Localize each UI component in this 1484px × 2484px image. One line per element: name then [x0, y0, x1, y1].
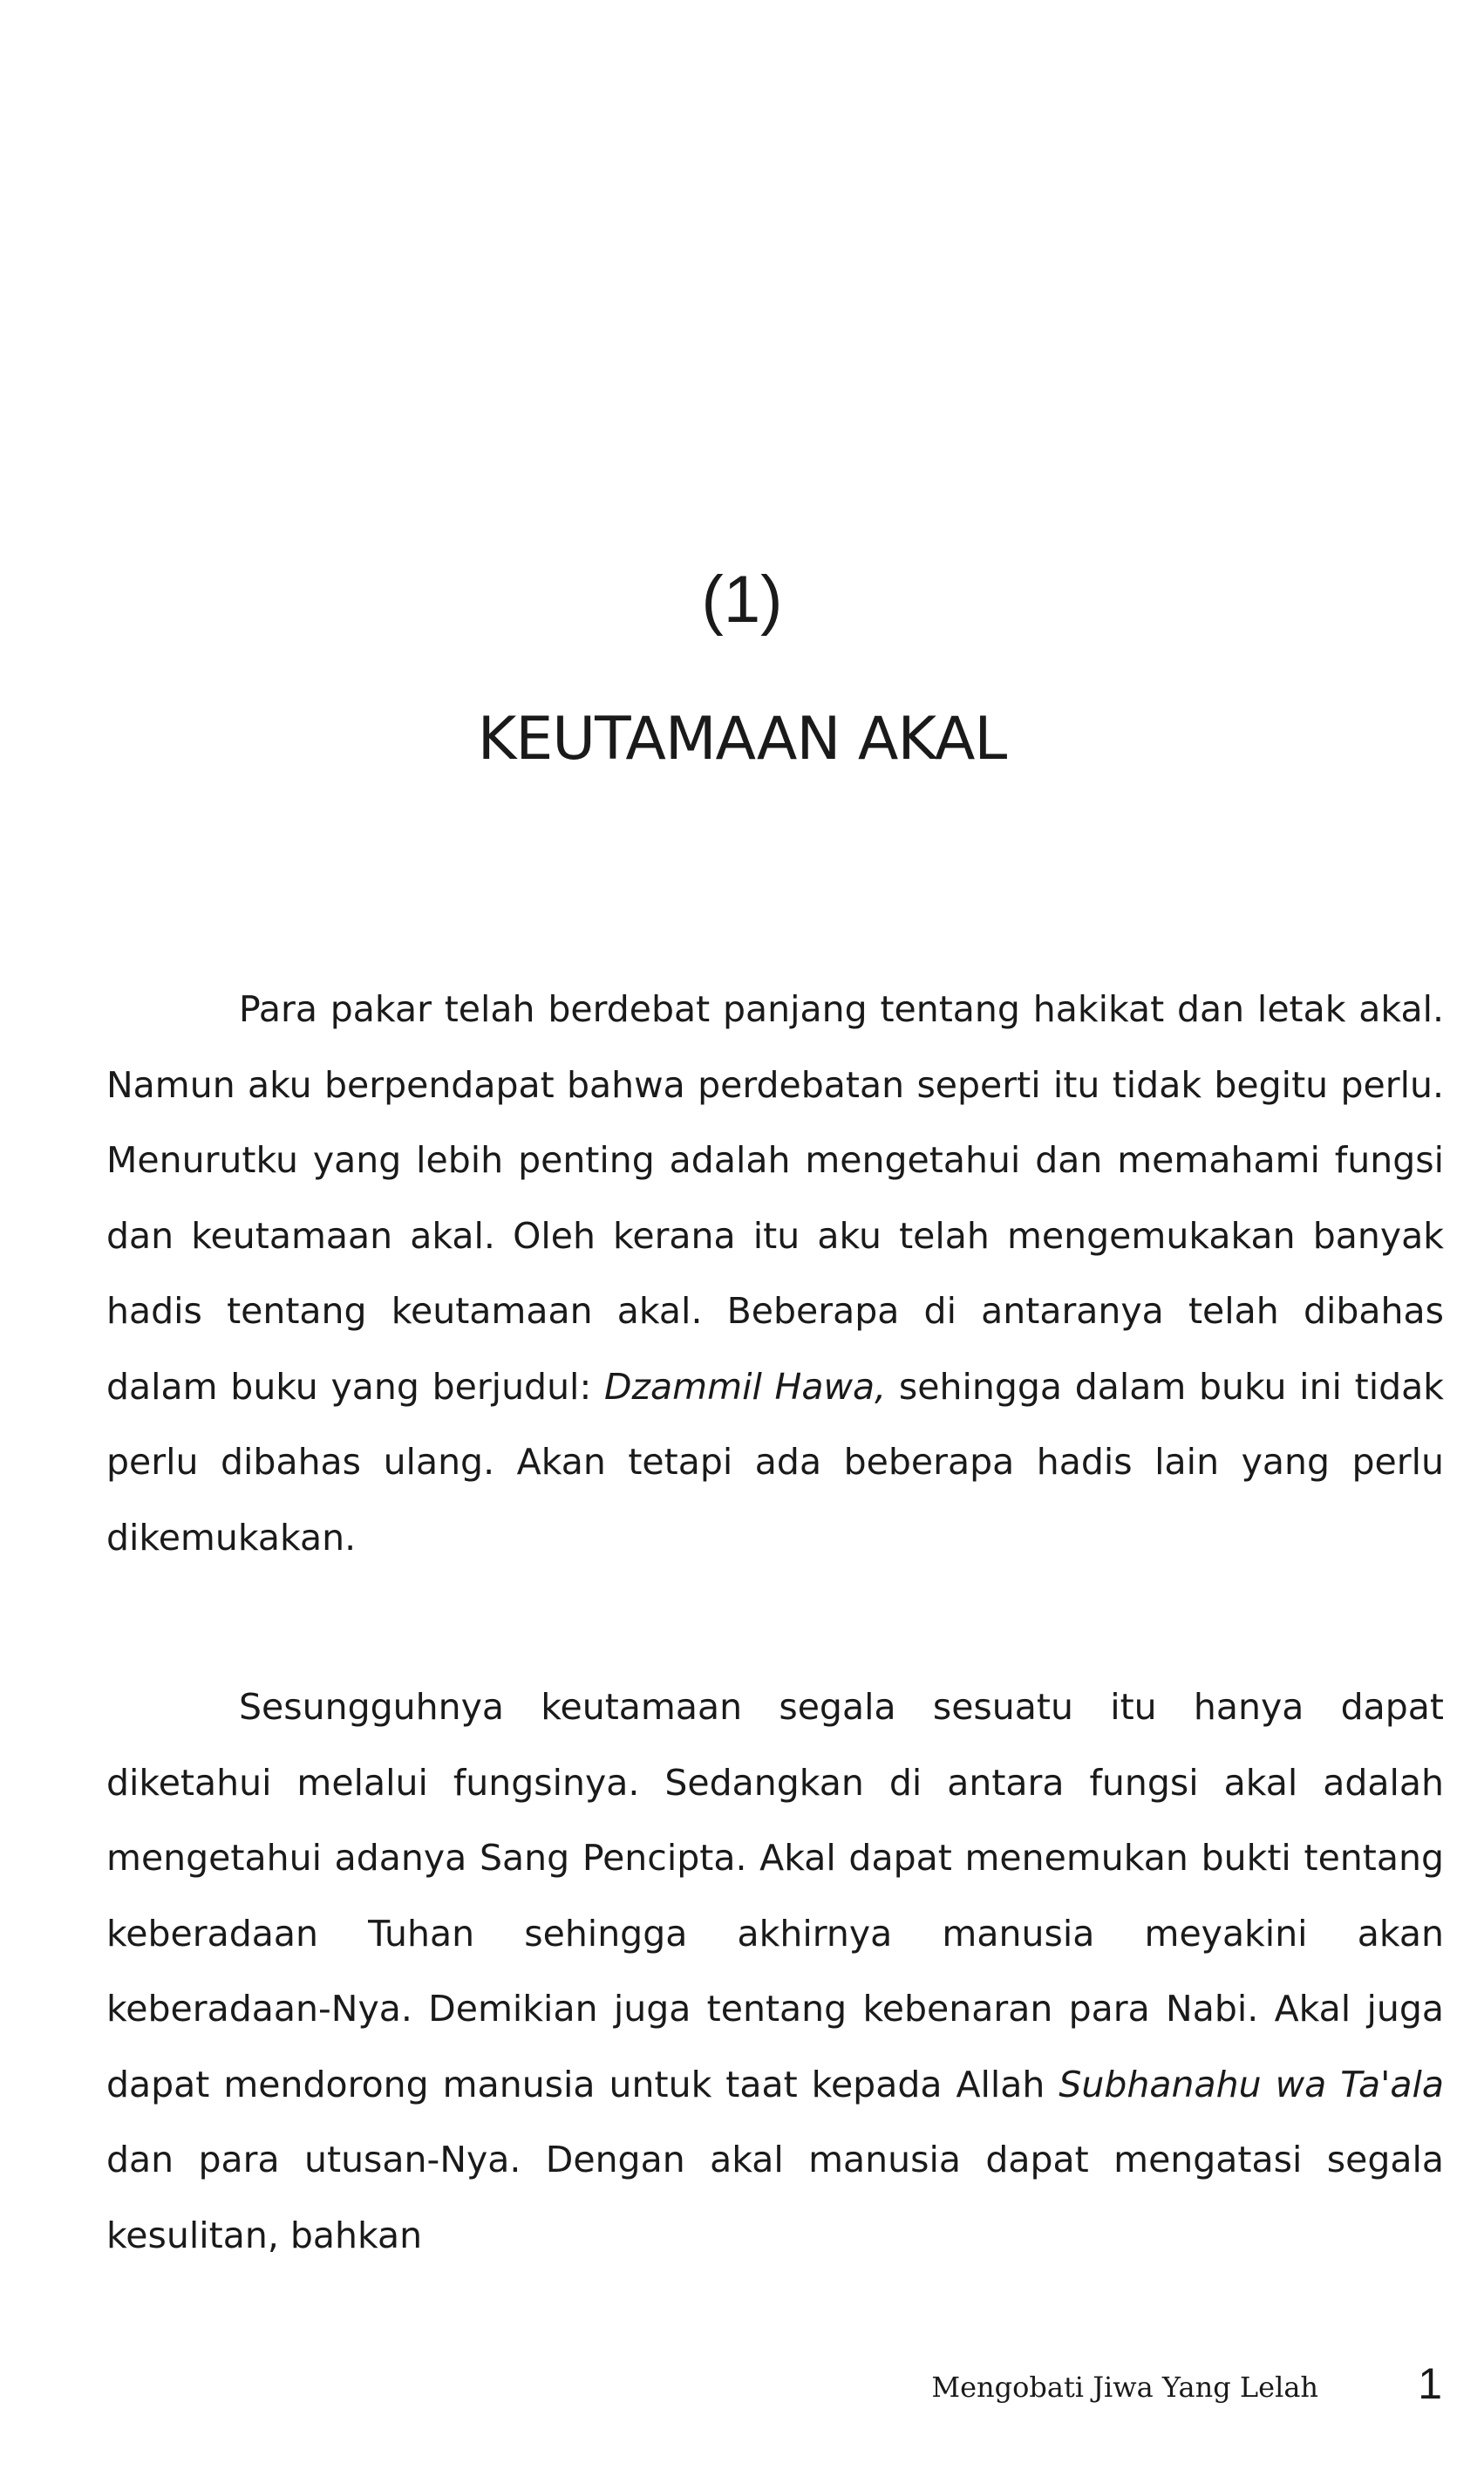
paragraph-2-italic-phrase: Subhanahu wa Ta'ala — [1059, 2063, 1444, 2105]
paragraph-2-text-a: Sesungguhnya keutamaan segala sesuatu itu hanya dapat diketahui melalui fungsinya. Sedangkan di antara fungsi akal adalah mengetahui adanya Sang Pencipta. Akal dapat menemukan bukti tentang keberadaan Tuhan sehingga akhirnya manusia meyakini akan keberadaan-Nya. Demikian juga tentang kebenaran para Nabi. Akal juga dapat mendorong manusia untuk taat kepada Allah — [106, 1686, 1444, 2105]
footer-book-title: Mengobati Jiwa Yang Lelah — [931, 2371, 1318, 2404]
paragraph-2 — [106, 1669, 1444, 2273]
paragraph-1-text-a: Para pakar telah berdebat panjang tentang hakikat dan letak akal. Namun aku berpendapat bahwa perdebatan seperti itu tidak begitu perlu. Menurutku yang lebih penting adalah mengetahui dan memahami fungsi dan keutamaan akal. Oleh kerana itu aku telah mengemukakan banyak hadis tentang keutamaan akal. Beberapa di antaranya telah dibahas dalam buku yang berjudul: — [106, 988, 1444, 1408]
paragraph-2-text-b: dan para utusan-Nya. Dengan akal manusia dapat mengatasi segala kesulitan, bahkan — [106, 2139, 1444, 2256]
chapter-title: KEUTAMAAN AKAL — [477, 705, 1007, 774]
page-number: 1 — [1418, 2359, 1442, 2408]
paragraph-1-text-b: sehingga dalam buku ini tidak perlu dibahas ulang. Akan tetapi ada beberapa hadis lain yang perlu dikemukakan. — [106, 1365, 1444, 1559]
paragraph-1-italic-book-title: Dzammil Hawa, — [603, 1365, 887, 1408]
chapter-number: (1) — [701, 563, 783, 637]
paragraph-1 — [106, 972, 1444, 1575]
